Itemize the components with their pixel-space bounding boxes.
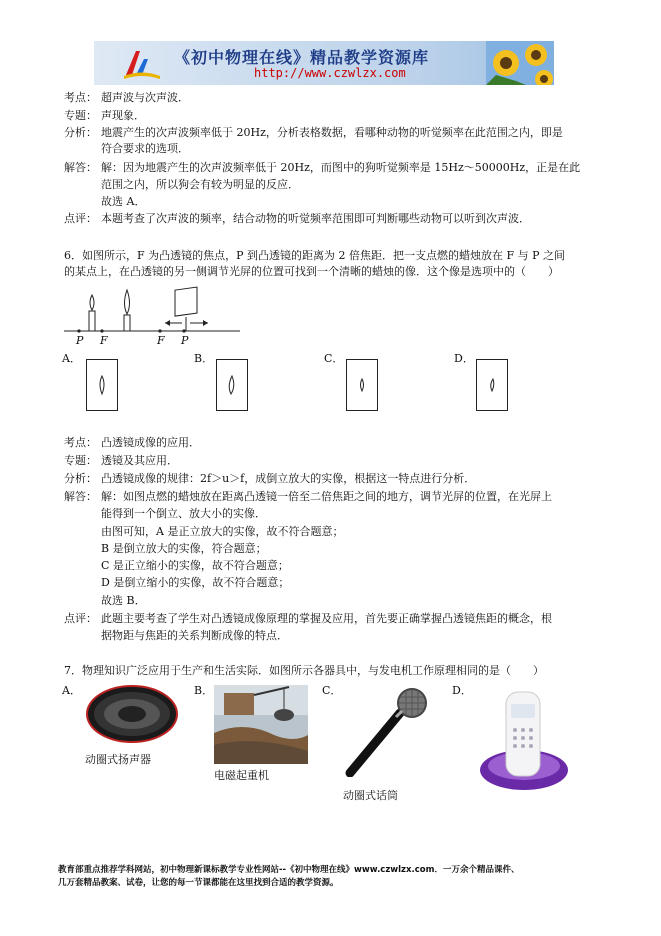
q6-kaodian-label: 考点： [64, 436, 97, 449]
crane-image [214, 685, 308, 764]
q5-fenxi-label: 分析： [64, 126, 97, 139]
q6-fenxi: 凸透镜成像的规律：2f＞u＞f，成倒立放大的实像，根据这一特点进行分析． [101, 472, 476, 485]
q5-jieda-1: 解：因为地震产生的次声波频率低于 20Hz，而图中的狗听觉频率是 15Hz～50000Hz，正是在此 [101, 161, 581, 174]
q5-fenxi-1: 地震产生的次声波频率低于 20Hz，分析表格数据，看哪种动物的听觉频率在此范围之内，即是 [101, 126, 563, 139]
footer-line-1: 教育部重点推荐学科网站，初中物理新课标教学专业性网站--《初中物理在线》www.czwlzx.com．一万余个精品课件、 [58, 865, 520, 875]
q7-caption-a: 动圈式扬声器 [85, 753, 151, 766]
fig-label-f2: F [157, 334, 165, 347]
q5-jieda-3: 故选 A． [101, 195, 146, 208]
q6-jieda-label: 解答： [64, 490, 97, 503]
q5-fenxi-2: 符合要求的选项． [101, 142, 189, 155]
q7-option-a-label: A． [62, 684, 81, 697]
q6-dianping-label: 点评： [64, 612, 97, 625]
q6-fenxi-label: 分析： [64, 472, 97, 485]
q6-zhuanti: 透镜及其应用． [101, 454, 178, 467]
page-footer [58, 864, 618, 890]
q6-jieda-3: 由图可知，A 是正立放大的实像，故不符合题意； [101, 525, 344, 538]
fig-label-p2: P [181, 334, 189, 347]
speaker-image [85, 684, 179, 744]
q6-option-a-image [86, 359, 118, 411]
q6-option-b-image [216, 359, 248, 411]
q7-caption-c: 动圈式话筒 [343, 789, 398, 802]
q6-option-b-label: B． [194, 352, 214, 365]
q6-dianping-2: 据物距与焦距的关系判断成像的特点． [101, 629, 288, 642]
q6-kaodian: 凸透镜成像的应用． [101, 436, 200, 449]
q5-kaodian-label: 考点： [64, 91, 97, 104]
q5-jieda-2: 范围之内，所以狗会有较为明显的反应． [101, 178, 299, 191]
sunflower-icon [486, 41, 554, 85]
q6-stem-1: 6．如图所示，F 为凸透镜的焦点，P 到凸透镜的距离为 2 倍焦距．把一支点燃的蜡烛放在 F 与 P 之间 [64, 249, 566, 262]
q5-kaodian: 超声波与次声波． [101, 91, 189, 104]
q6-jieda-1: 解：如图点燃的蜡烛放在距离凸透镜一倍至二倍焦距之间的地方，调节光屏的位置，在光屏上 [101, 490, 552, 503]
q6-jieda-7: 故选 B． [101, 594, 146, 607]
fig-label-p1: P [76, 334, 84, 347]
q6-option-c-label: C． [324, 352, 344, 365]
q6-zhuanti-label: 专题： [64, 454, 97, 467]
footer-line-2: 几万套精品教案、试卷，让您的每一节课都能在这里找到合适的教学资源。 [58, 878, 339, 888]
q6-option-a-label: A． [62, 352, 81, 365]
q5-jieda-label: 解答： [64, 161, 97, 174]
q6-jieda-2: 能得到一个倒立、放大小的实像． [101, 507, 266, 520]
q6-option-d-label: D． [454, 352, 474, 365]
q6-jieda-6: D 是倒立缩小的实像，故不符合题意； [101, 576, 290, 589]
q7-option-b-label: B． [194, 684, 214, 697]
header-banner [94, 41, 554, 85]
q7-caption-b: 电磁起重机 [214, 769, 269, 782]
q6-option-c-image [346, 359, 378, 411]
q5-dianping: 本题考查了次声波的频率，结合动物的听觉频率范围即可判断哪些动物可以听到次声波． [101, 212, 530, 225]
q5-zhuanti-label: 专题： [64, 109, 97, 122]
q7-option-c-label: C． [322, 684, 342, 697]
q7-option-d-label: D． [452, 684, 472, 697]
q6-dianping-1: 此题主要考查了学生对凸透镜成像原理的掌握及应用，首先要正确掌握凸透镜焦距的概念，根 [101, 612, 552, 625]
banner-url: http://www.czwlzx.com [254, 66, 406, 80]
q6-jieda-5: C 是正立缩小的实像，故不符合题意； [101, 559, 289, 572]
site-logo-icon [122, 45, 162, 81]
banner-title: 《初中物理在线》精品教学资源库 [174, 48, 430, 67]
microphone-image [340, 687, 432, 777]
q6-option-d-image [476, 359, 508, 411]
cordless-phone-image [478, 690, 570, 792]
q5-dianping-label: 点评： [64, 212, 97, 225]
fig-label-f1: F [100, 334, 108, 347]
q6-stem-2: 的某点上，在凸透镜的另一侧调节光屏的位置可找到一个清晰的蜡烛的像．这个像是选项中的（ ） [64, 265, 559, 278]
q5-zhuanti: 声现象． [101, 109, 145, 122]
q6-jieda-4: B 是倒立放大的实像，符合题意； [101, 542, 267, 555]
q6-lens-figure [62, 285, 242, 350]
q7-stem: 7．物理知识广泛应用于生产和生活实际．如图所示各器具中，与发电机工作原理相同的是（ ） [64, 664, 544, 677]
